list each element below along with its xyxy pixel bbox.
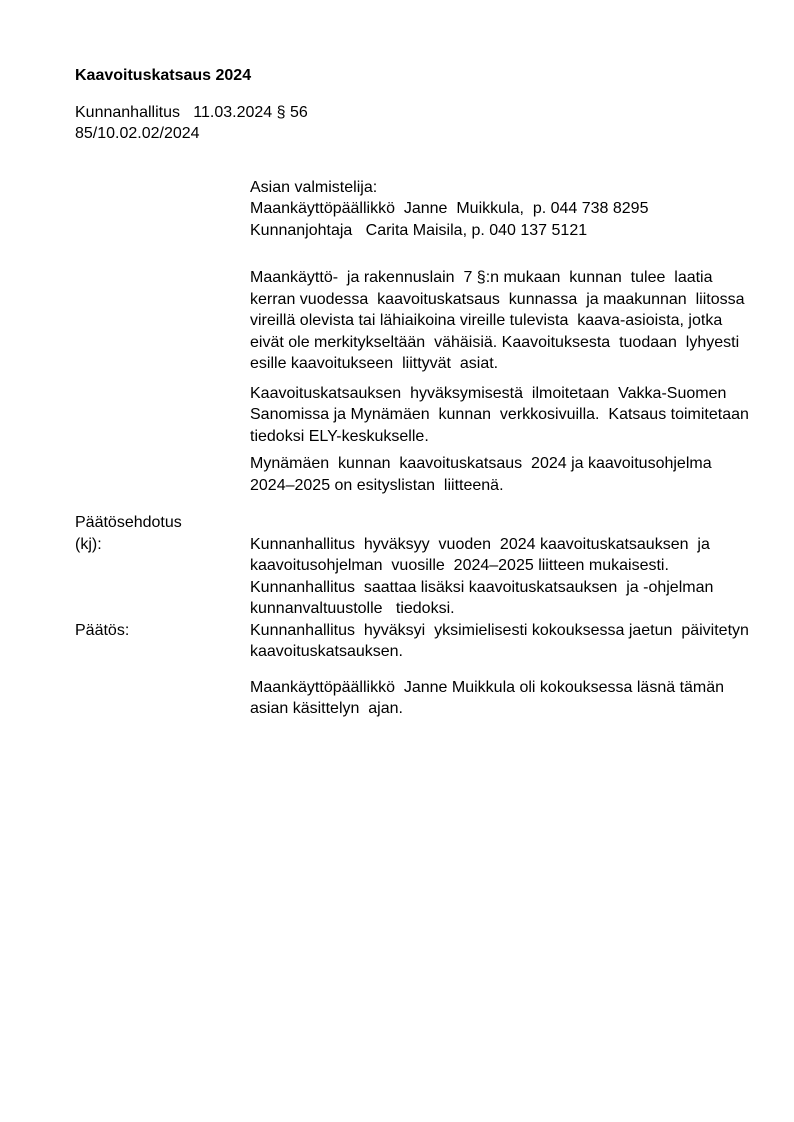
body-paragraph-1: [250, 267, 744, 375]
paragraph-line: 2024–2025 on esityslistan liitteenä.: [250, 476, 504, 494]
paragraph-line: eivät ole merkitykseltään vähäisiä. Kaavoituksesta tuodaan lyhyesti: [250, 333, 740, 351]
paragraph-line: Kunnanhallitus saattaa lisäksi kaavoituskatsauksen ja -ohjelman: [250, 578, 714, 596]
paragraph-line: kerran vuodessa kaavoituskatsaus kunnassa ja maakunnan liitossa: [250, 290, 745, 308]
decision-proposal-label: Päätösehdotus: [75, 514, 182, 531]
paragraph-line: Mynämäen kunnan kaavoituskatsaus 2024 ja kaavoitusohjelma: [250, 455, 712, 472]
paragraph-line: vireillä olevista tai lähiaikoina vireille tulevista kaava-asioista, jotka: [250, 312, 723, 329]
document-title: Kaavoituskatsaus 2024: [75, 67, 252, 84]
decision-label: Päätös:: [75, 621, 130, 639]
paragraph-line: kaavoituskatsauksen.: [250, 643, 403, 660]
paragraph-line: asian käsittelyn ajan.: [250, 700, 403, 717]
paragraph-line: Kunnanhallitus hyväksyy vuoden 2024 kaavoituskatsauksen ja: [250, 535, 710, 553]
header-case-number-line: 85/10.02.02/2024: [75, 125, 200, 142]
decision-paragraph-1: [250, 620, 749, 663]
body-paragraph-3: [250, 453, 744, 496]
preparer-info-block: [250, 177, 744, 242]
decision-section: [75, 620, 749, 720]
paragraph-line: kaavoitusohjelman vuosille 2024–2025 liitteen mukaisesti.: [250, 557, 669, 574]
decision-text: [250, 620, 749, 720]
preparer-line-municipal-manager: Kunnanjohtaja Carita Maisila, p. 040 137 5121: [250, 221, 588, 239]
paragraph-line: Maankäyttöpäällikkö Janne Muikkula oli kokouksessa läsnä tämän: [250, 678, 725, 696]
paragraph-line: Kunnanhallitus hyväksyi yksimielisesti kokouksessa jaetun päivitetyn: [250, 621, 749, 639]
header-committee-date-line: Kunnanhallitus 11.03.2024 § 56: [75, 103, 308, 121]
paragraph-line: esille kaavoitukseen liittyvät asiat.: [250, 355, 499, 372]
decision-proposal-section: [75, 512, 744, 620]
paragraph-line: Sanomissa ja Mynämäen kunnan verkkosivuilla. Katsaus toimitetaan: [250, 406, 749, 423]
decision-proposal-text: [250, 534, 744, 620]
body-paragraph-2: [250, 383, 749, 448]
decision-proposal-sublabel: (kj):: [75, 535, 102, 553]
paragraph-line: Maankäyttö- ja rakennuslain 7 §:n mukaan kunnan tulee laatia: [250, 269, 713, 286]
paragraph-line: kunnanvaltuustolle tiedoksi.: [250, 600, 455, 617]
paragraph-line: tiedoksi ELY-keskukselle.: [250, 427, 429, 445]
decision-paragraph-2: [250, 677, 744, 720]
preparer-line-land-use-manager: Maankäyttöpäällikkö Janne Muikkula, p. 044 738 8295: [250, 200, 649, 217]
paragraph-line: Kaavoituskatsauksen hyväksymisestä ilmoitetaan Vakka-Suomen: [250, 384, 727, 402]
preparer-heading-line: Asian valmistelija:: [250, 178, 378, 196]
header-block: [75, 102, 744, 145]
